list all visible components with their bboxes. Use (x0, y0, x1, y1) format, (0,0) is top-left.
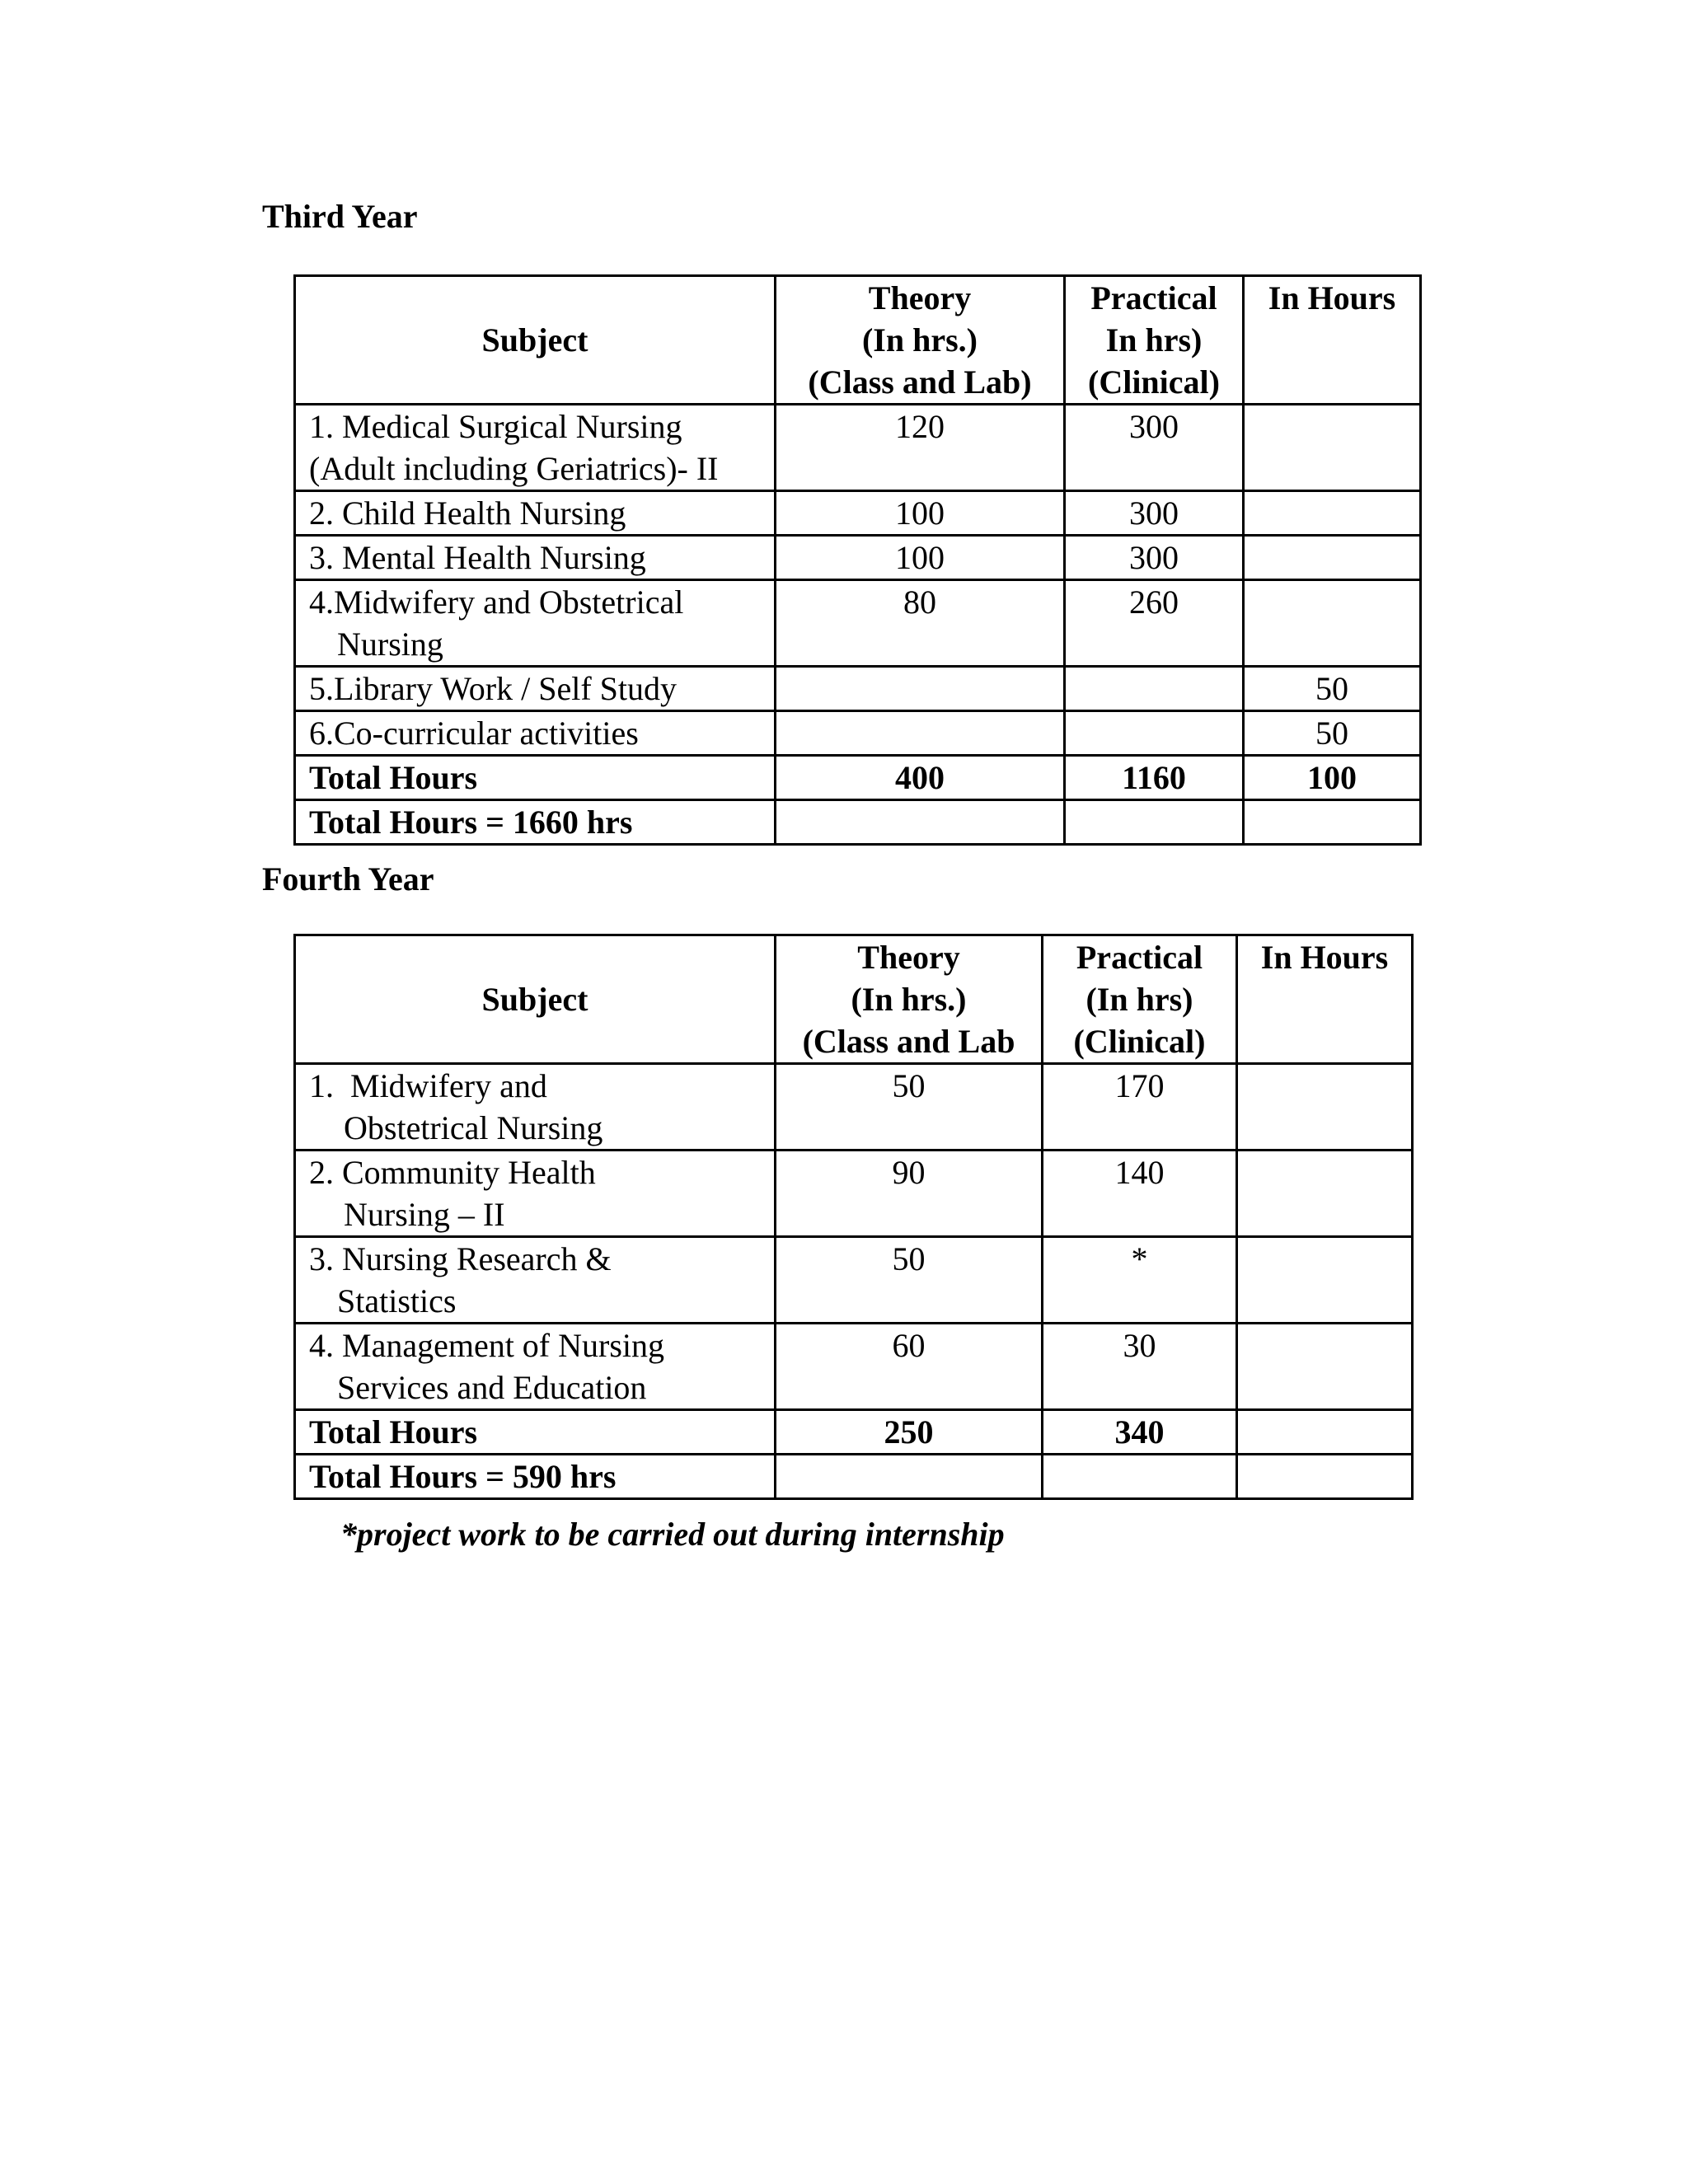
header-line: Theory (868, 279, 972, 316)
practical-cell: 140 (1043, 1151, 1237, 1237)
empty-cell (776, 1455, 1043, 1499)
theory-total: 250 (776, 1410, 1043, 1455)
table-header-row (295, 276, 1421, 405)
practical-cell: 300 (1065, 536, 1244, 580)
subject-cell (295, 405, 776, 491)
third-year-heading: Third Year (262, 198, 418, 235)
practical-cell: 300 (1065, 491, 1244, 536)
subject-cell (295, 1064, 776, 1151)
header-line: Practical (1090, 279, 1217, 316)
practical-cell: 170 (1043, 1064, 1237, 1151)
theory-cell: 100 (776, 491, 1065, 536)
subject-line: 4.Midwifery and Obstetrical (309, 583, 684, 621)
subject-cell: 5.Library Work / Self Study (295, 667, 776, 711)
table-row (295, 405, 1421, 491)
in-hours-cell: 50 (1244, 711, 1421, 756)
table-header-row (295, 935, 1413, 1064)
in-hours-cell (1244, 536, 1421, 580)
header-line: (In hrs) (1085, 981, 1193, 1018)
subject-column-header: Subject (295, 276, 776, 405)
grand-total-row (295, 1455, 1413, 1499)
third-year-table (293, 274, 1422, 846)
grand-total-label: Total Hours = 590 hrs (295, 1455, 776, 1499)
practical-cell: 260 (1065, 580, 1244, 667)
empty-cell (1043, 1455, 1237, 1499)
in-hours-cell (1237, 1324, 1413, 1410)
subject-line: (Adult including Geriatrics)- II (309, 450, 719, 487)
subject-column-header: Subject (295, 935, 776, 1064)
subject-line: Nursing – II (344, 1196, 505, 1233)
theory-cell: 80 (776, 580, 1065, 667)
table-row (295, 491, 1421, 536)
theory-cell: 50 (776, 1237, 1043, 1324)
header-line: Practical (1076, 939, 1203, 976)
header-line: (Clinical) (1073, 1023, 1206, 1060)
subject-line: 2. Community Health (309, 1154, 596, 1191)
grand-total-row (295, 800, 1421, 845)
theory-column-header (776, 276, 1065, 405)
header-line: Theory (857, 939, 960, 976)
in-hours-column-header: In Hours (1244, 276, 1421, 405)
table-row (295, 580, 1421, 667)
subject-line: Obstetrical Nursing (344, 1109, 603, 1146)
practical-column-header (1065, 276, 1244, 405)
in-hours-total: 100 (1244, 756, 1421, 800)
subject-cell (295, 1237, 776, 1324)
theory-cell (776, 667, 1065, 711)
subject-cell: 2. Child Health Nursing (295, 491, 776, 536)
subject-line: 1. Midwifery and (309, 1067, 547, 1104)
practical-cell (1065, 667, 1244, 711)
header-line: In hrs) (1105, 321, 1203, 359)
total-row (295, 756, 1421, 800)
in-hours-column-header: In Hours (1237, 935, 1413, 1064)
empty-cell (1244, 800, 1421, 845)
in-hours-cell (1237, 1237, 1413, 1324)
subject-cell: 6.Co-curricular activities (295, 711, 776, 756)
practical-total: 340 (1043, 1410, 1237, 1455)
subject-line: 1. Medical Surgical Nursing (309, 408, 682, 445)
subject-line: Nursing (337, 626, 443, 663)
table-row (295, 1064, 1413, 1151)
fourth-year-heading: Fourth Year (262, 860, 434, 898)
in-hours-cell (1244, 491, 1421, 536)
total-row (295, 1410, 1413, 1455)
total-label: Total Hours (295, 1410, 776, 1455)
table-row (295, 711, 1421, 756)
theory-cell: 60 (776, 1324, 1043, 1410)
header-line: (In hrs.) (851, 981, 967, 1018)
theory-cell: 100 (776, 536, 1065, 580)
subject-line: 4. Management of Nursing (309, 1327, 665, 1364)
practical-cell: * (1043, 1237, 1237, 1324)
table-row (295, 667, 1421, 711)
footnote: *project work to be carried out during internship (340, 1516, 1005, 1553)
table-row (295, 536, 1421, 580)
in-hours-total (1237, 1410, 1413, 1455)
in-hours-cell (1244, 580, 1421, 667)
in-hours-cell (1244, 405, 1421, 491)
empty-cell (1065, 800, 1244, 845)
practical-column-header (1043, 935, 1237, 1064)
theory-cell (776, 711, 1065, 756)
in-hours-cell (1237, 1064, 1413, 1151)
table-row (295, 1151, 1413, 1237)
theory-cell: 90 (776, 1151, 1043, 1237)
subject-line: Statistics (337, 1282, 457, 1319)
theory-total: 400 (776, 756, 1065, 800)
practical-cell (1065, 711, 1244, 756)
table-row (295, 1324, 1413, 1410)
theory-cell: 120 (776, 405, 1065, 491)
total-label: Total Hours (295, 756, 776, 800)
subject-line: Services and Education (337, 1369, 647, 1406)
subject-cell: 3. Mental Health Nursing (295, 536, 776, 580)
in-hours-cell: 50 (1244, 667, 1421, 711)
subject-cell (295, 1324, 776, 1410)
subject-line: 3. Nursing Research & (309, 1240, 612, 1277)
subject-cell (295, 1151, 776, 1237)
practical-cell: 30 (1043, 1324, 1237, 1410)
theory-column-header (776, 935, 1043, 1064)
in-hours-cell (1237, 1151, 1413, 1237)
empty-cell (776, 800, 1065, 845)
theory-cell: 50 (776, 1064, 1043, 1151)
practical-cell: 300 (1065, 405, 1244, 491)
header-line: (Class and Lab (802, 1023, 1015, 1060)
empty-cell (1237, 1455, 1413, 1499)
fourth-year-table (293, 934, 1414, 1500)
header-line: (In hrs.) (861, 321, 978, 359)
header-line: (Clinical) (1088, 363, 1220, 401)
grand-total-label: Total Hours = 1660 hrs (295, 800, 776, 845)
table-row (295, 1237, 1413, 1324)
header-line: (Class and Lab) (808, 363, 1032, 401)
practical-total: 1160 (1065, 756, 1244, 800)
subject-cell (295, 580, 776, 667)
